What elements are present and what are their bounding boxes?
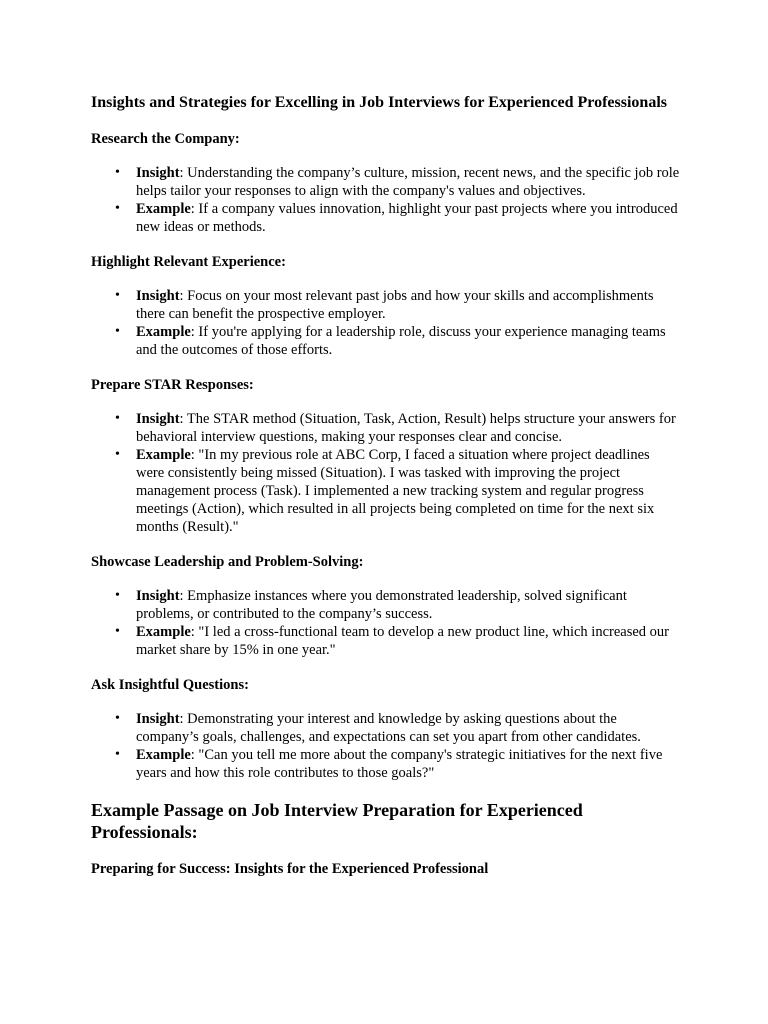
list-item-insight [91,710,681,746]
list-item-example [91,746,681,782]
bullet-list [91,164,681,236]
bullet-list [91,710,681,782]
insight-text: : Demonstrating your interest and knowledge by asking questions about the company’s goals, challenges, and expectations can set you apart from other candidates. [136,711,641,745]
bullet-icon: • [115,711,120,726]
section-insightful-questions [91,676,681,782]
bullet-icon: • [115,165,120,180]
bullet-icon: • [115,447,120,462]
example-text: : If you're applying for a leadership role, discuss your experience managing teams and the outcomes of those efforts. [136,324,666,358]
document-page [91,92,681,878]
example-label: Example [136,747,191,763]
example-label: Example [136,447,191,463]
insight-text: : Emphasize instances where you demonstrated leadership, solved significant problems, or contributed to the company’s success. [136,588,627,622]
example-label: Example [136,624,191,640]
bullet-icon: • [115,288,120,303]
example-text: : "I led a cross-functional team to develop a new product line, which increased our market share by 15% in one year." [136,624,669,658]
insight-label: Insight [136,165,180,181]
list-item-example [91,200,681,236]
bullet-list [91,587,681,659]
bullet-list [91,410,681,536]
bullet-icon: • [115,747,120,762]
passage-title: Example Passage on Job Interview Preparation for Experienced Professionals: [91,800,583,842]
list-item-example [91,446,681,536]
example-text: : If a company values innovation, highlight your past projects where you introduced new ideas or methods. [136,201,678,235]
section-research-company [91,130,681,236]
section-heading: Prepare STAR Responses: [91,377,254,393]
section-star-responses [91,376,681,536]
bullet-icon: • [115,324,120,339]
bullet-icon: • [115,624,120,639]
example-label: Example [136,324,191,340]
section-heading: Highlight Relevant Experience: [91,254,286,270]
passage-subheading: Preparing for Success: Insights for the Experienced Professional [91,861,489,877]
insight-text: : Focus on your most relevant past jobs and how your skills and accomplishments there can benefit the prospective employer. [136,288,654,322]
list-item-example [91,323,681,359]
list-item-insight [91,287,681,323]
example-text: : "Can you tell me more about the company's strategic initiatives for the next five years and how this role contributes to those goals?" [136,747,663,781]
bullet-icon: • [115,588,120,603]
section-heading: Research the Company: [91,131,240,147]
list-item-insight [91,410,681,446]
bullet-icon: • [115,411,120,426]
example-text: : "In my previous role at ABC Corp, I faced a situation where project deadlines were consistently being missed (Situation). I was tasked with improving the project management process (Task). I implemented a new tracking system and regular progress meetings (Action), which resulted in all projects being completed on time for the next six months (Result)." [136,447,655,535]
bullet-list [91,287,681,359]
section-heading: Ask Insightful Questions: [91,677,249,693]
insight-text: : Understanding the company’s culture, mission, recent news, and the specific job role helps tailor your responses to align with the company's values and objectives. [136,165,680,199]
section-highlight-experience [91,253,681,359]
section-heading: Showcase Leadership and Problem-Solving: [91,554,364,570]
document-title: Insights and Strategies for Excelling in Job Interviews for Experienced Professionals [91,94,667,111]
section-leadership [91,553,681,659]
example-label: Example [136,201,191,217]
bullet-icon: • [115,201,120,216]
insight-label: Insight [136,711,180,727]
insight-label: Insight [136,588,180,604]
insight-label: Insight [136,288,180,304]
list-item-insight [91,587,681,623]
list-item-insight [91,164,681,200]
list-item-example [91,623,681,659]
insight-label: Insight [136,411,180,427]
insight-text: : The STAR method (Situation, Task, Action, Result) helps structure your answers for behavioral interview questions, making your responses clear and concise. [136,411,676,445]
